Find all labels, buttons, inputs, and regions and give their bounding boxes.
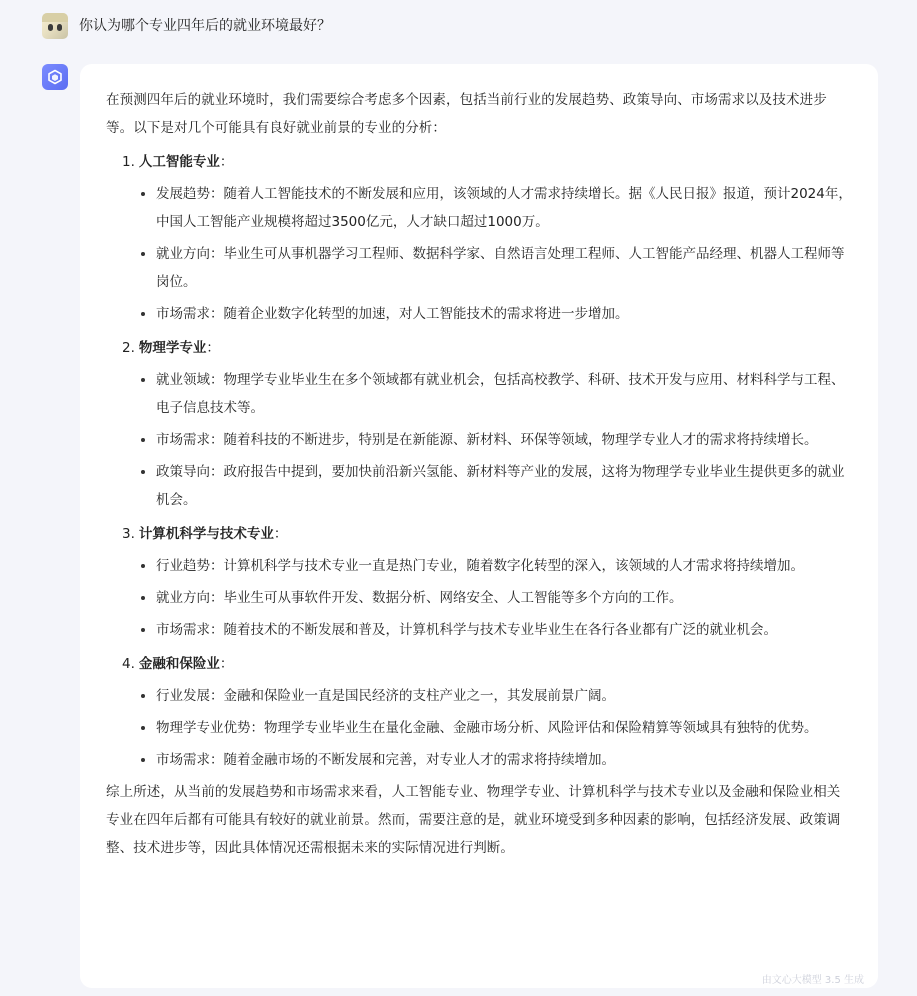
section-colon: ： bbox=[206, 340, 220, 356]
section-colon: ： bbox=[219, 154, 234, 170]
section-heading bbox=[106, 520, 852, 548]
answer-card bbox=[80, 64, 878, 988]
section-heading bbox=[106, 334, 852, 362]
bullet-item: 物理学专业优势：物理学专业毕业生在量化金融、金融市场分析、风险评估和保险精算等领域具有独特的优势。 bbox=[106, 714, 852, 742]
answer-sections bbox=[106, 148, 852, 774]
answer-section bbox=[106, 148, 852, 328]
section-colon: ： bbox=[273, 526, 288, 542]
user-question: 你认为哪个专业四年后的就业环境最好？ bbox=[79, 18, 331, 34]
bullet-item: 市场需求：随着科技的不断进步，特别是在新能源、新材料、环保等领域，物理学专业人才的需求将持续增长。 bbox=[106, 426, 852, 454]
section-title: 物理学专业 bbox=[138, 340, 207, 356]
section-colon: ： bbox=[219, 656, 234, 672]
section-number: 4. bbox=[122, 656, 135, 672]
bullet-list bbox=[106, 682, 852, 774]
section-heading bbox=[106, 148, 852, 176]
generated-by-watermark: 由文心大模型 3.5 生成 bbox=[761, 975, 864, 986]
section-title: 计算机科学与技术专业 bbox=[138, 526, 274, 542]
answer-summary: 综上所述，从当前的发展趋势和市场需求来看，人工智能专业、物理学专业、计算机科学与技术专业以及金融和保险业相关专业在四年后都有可能具有较好的就业前景。然而，需要注意的是，就业环境受到多种因素的影响，包括经济发展、政策调整、技术进步等，因此具体情况还需根据未来的实际情况进行判断。 bbox=[106, 784, 841, 856]
section-number: 2. bbox=[122, 340, 135, 356]
bullet-item: 市场需求：随着企业数字化转型的加速，对人工智能技术的需求将进一步增加。 bbox=[106, 300, 852, 328]
section-number: 3. bbox=[122, 526, 135, 542]
section-heading bbox=[106, 650, 852, 678]
answer-intro: 在预测四年后的就业环境时，我们需要综合考虑多个因素，包括当前行业的发展趋势、政策导向、市场需求以及技术进步等。以下是对几个可能具有良好就业前景的专业的分析： bbox=[106, 92, 827, 136]
answer-section bbox=[106, 334, 852, 514]
bullet-list bbox=[106, 366, 852, 514]
answer-section bbox=[106, 650, 852, 774]
bullet-item: 市场需求：随着金融市场的不断发展和完善，对专业人才的需求将持续增加。 bbox=[106, 746, 852, 774]
answer-section bbox=[106, 520, 852, 644]
user-avatar bbox=[42, 13, 68, 39]
cube-logo-icon bbox=[42, 64, 68, 90]
section-title: 金融和保险业 bbox=[138, 656, 220, 672]
bullet-list bbox=[106, 552, 852, 644]
bullet-item: 就业领域：物理学专业毕业生在多个领域都有就业机会，包括高校教学、科研、技术开发与应用、材料科学与工程、电子信息技术等。 bbox=[106, 366, 852, 422]
bullet-item: 发展趋势：随着人工智能技术的不断发展和应用，该领域的人才需求持续增长。据《人民日报》报道，预计2024年，中国人工智能产业规模将超过3500亿元，人才缺口超过1000万。 bbox=[106, 180, 852, 236]
section-title: 人工智能专业 bbox=[138, 154, 220, 170]
bullet-item: 市场需求：随着技术的不断发展和普及，计算机科学与技术专业毕业生在各行各业都有广泛的就业机会。 bbox=[106, 616, 852, 644]
bullet-item: 行业趋势：计算机科学与技术专业一直是热门专业，随着数字化转型的深入，该领域的人才需求将持续增加。 bbox=[106, 552, 852, 580]
bullet-item: 就业方向：毕业生可从事软件开发、数据分析、网络安全、人工智能等多个方向的工作。 bbox=[106, 584, 852, 612]
bullet-item: 政策导向：政府报告中提到，要加快前沿新兴氢能、新材料等产业的发展，这将为物理学专业毕业生提供更多的就业机会。 bbox=[106, 458, 852, 514]
bullet-item: 就业方向：毕业生可从事机器学习工程师、数据科学家、自然语言处理工程师、人工智能产品经理、机器人工程师等岗位。 bbox=[106, 240, 852, 296]
bullet-item: 行业发展：金融和保险业一直是国民经济的支柱产业之一，其发展前景广阔。 bbox=[106, 682, 852, 710]
user-message bbox=[42, 12, 331, 40]
bullet-list bbox=[106, 180, 852, 328]
section-number: 1. bbox=[122, 154, 135, 170]
